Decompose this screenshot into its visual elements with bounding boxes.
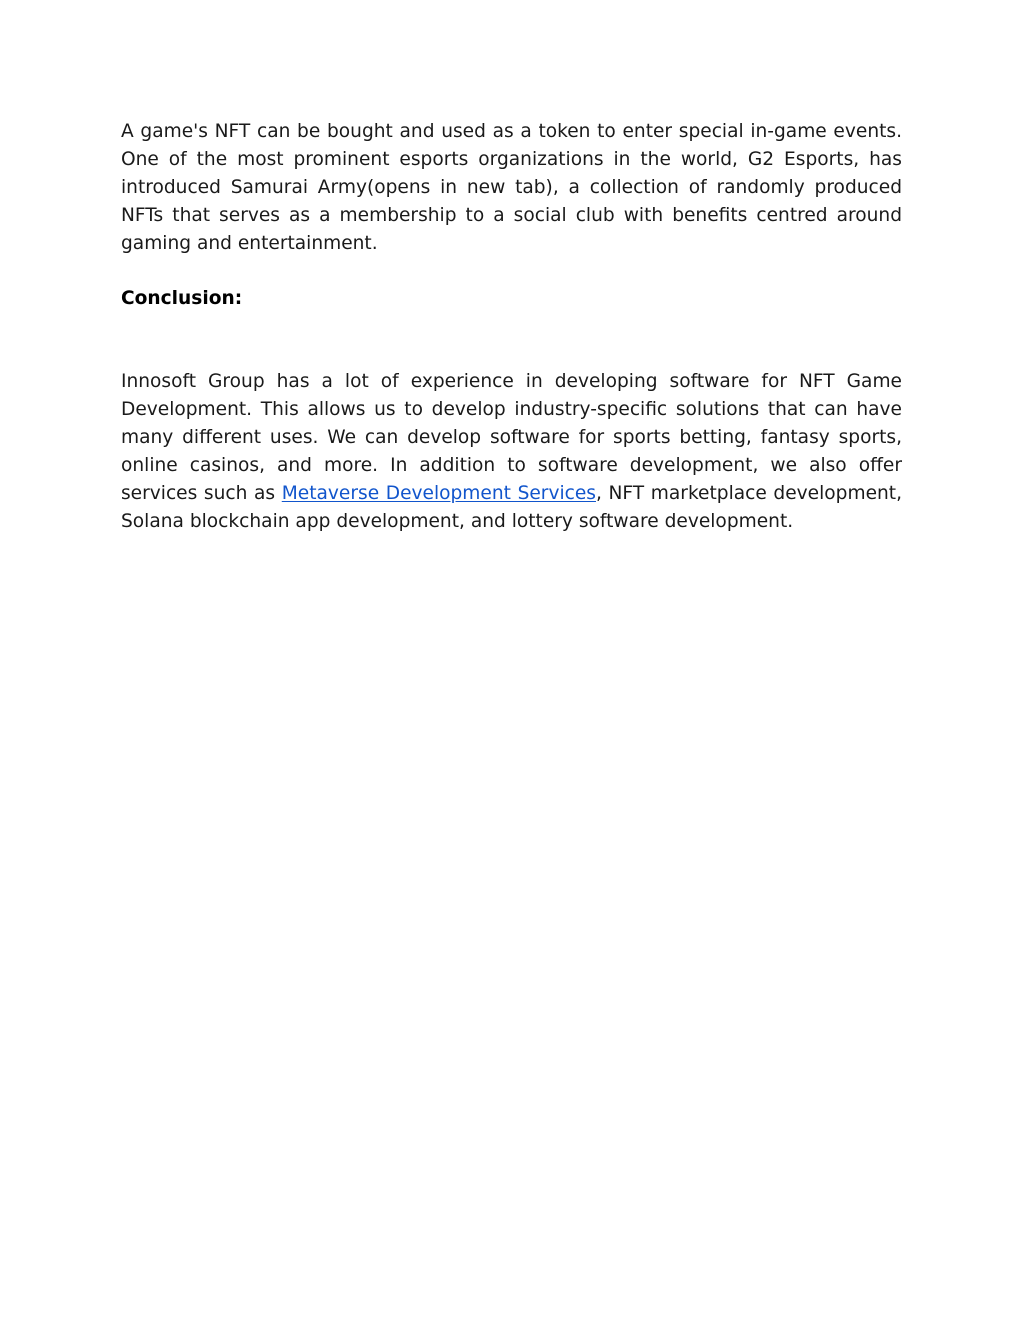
conclusion-heading: Conclusion: — [121, 288, 243, 309]
conclusion-paragraph — [121, 368, 902, 536]
metaverse-development-link[interactable]: Metaverse Development Services — [281, 483, 596, 504]
conclusion-text-before-link: Innosoft Group has a lot of experience in developing software for NFT Game Development. This allows us to develop industry-specific solutions that can have many different uses. We can develop software for sports betting, fantasy sports, online casinos, and more. In addition to software development, we also offer services such as — [121, 371, 902, 504]
intro-paragraph: A game's NFT can be bought and used as a token to enter special in-game events. One of the most prominent esports organizations in the world, G2 Esports, has introduced Samurai Army(opens in new tab), a collection of randomly produced NFTs that serves as a membership to a social club with benefits centred around gaming and entertainment. — [121, 121, 902, 254]
document-body — [121, 118, 902, 536]
conclusion-text-after-link: , NFT marketplace development, Solana blockchain app development, and lottery software development. — [121, 483, 903, 532]
